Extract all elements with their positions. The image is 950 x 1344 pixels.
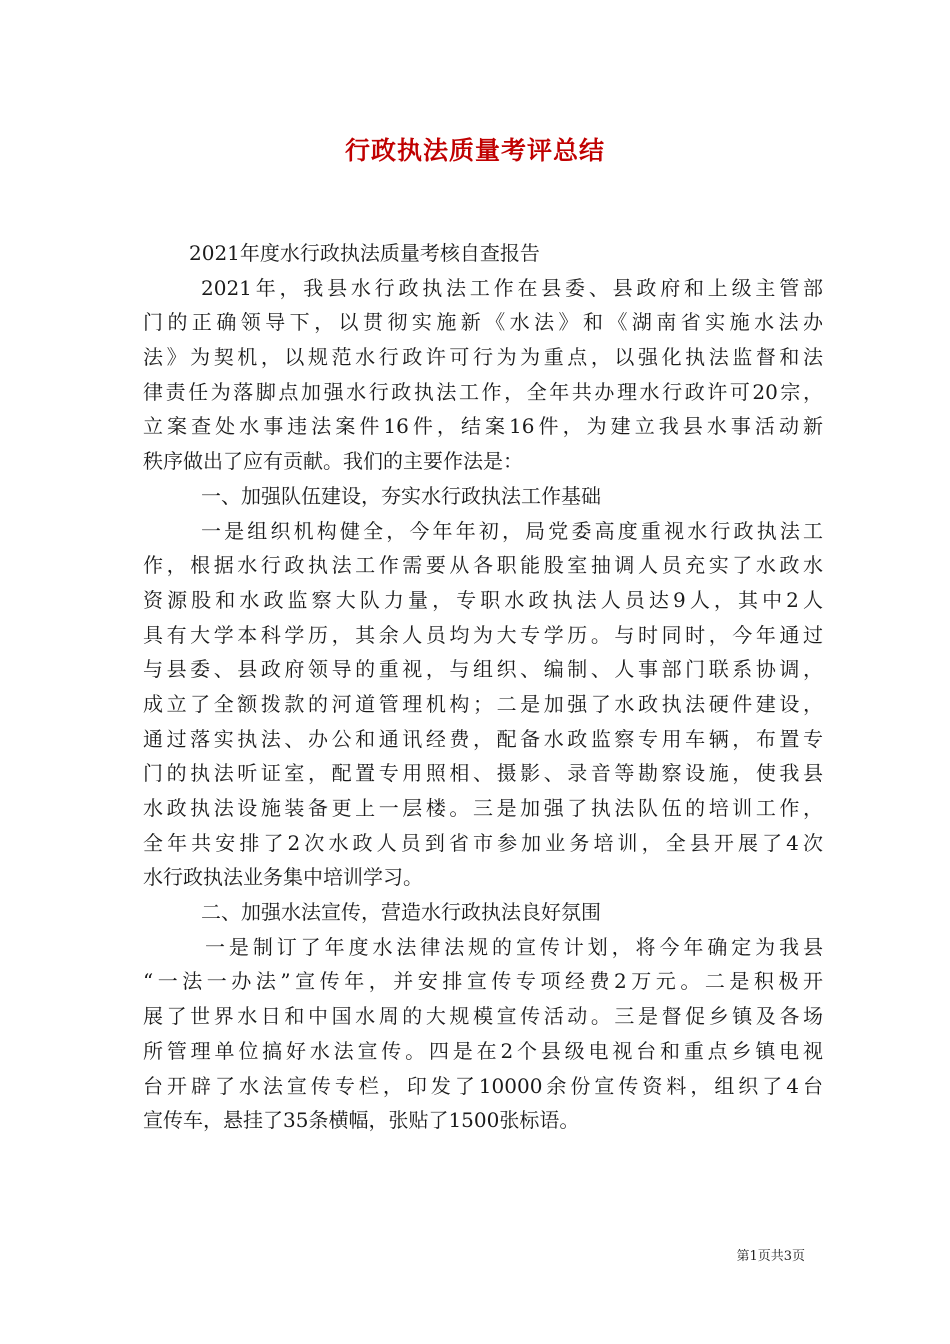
body-line: 水政执法设施装备更上一层楼。三是加强了执法队伍的培训工作， [143, 796, 823, 820]
body-line: 律责任为落脚点加强水行政执法工作，全年共办理水行政许可20宗， [143, 379, 823, 404]
body-line: 门的执法听证室，配置专用照相、摄影、录音等勘察设施，使我县 [143, 761, 823, 786]
page-number-footer: 第1页共3页 [736, 1249, 805, 1264]
body-line: 通过落实执法、办公和通讯经费，配备水政监察专用车辆，布置专 [143, 726, 823, 751]
body-line: 具有大学本科学历，其余人员均为大专学历。与时同时，今年通过 [143, 622, 823, 647]
body-line: 宣传车，悬挂了35条横幅，张贴了1500张标语。 [143, 1108, 580, 1133]
body-line: “一法一办法”宣传年，并安排宣传专项经费2万元。二是积极开 [143, 969, 823, 994]
body-line: 与县委、县政府领导的重视，与组织、编制、人事部门联系协调， [143, 657, 823, 682]
body-line: 立案查处水事违法案件16件，结案16件，为建立我县水事活动新 [143, 414, 823, 439]
body-line: 成立了全额拨款的河道管理机构；二是加强了水政执法硬件建设， [143, 691, 823, 716]
body-line: 门的正确领导下，以贯彻实施新《水法》和《湖南省实施水法办 [143, 310, 823, 335]
body-line: 2021年，我县水行政执法工作在县委、县政府和上级主管部 [201, 275, 823, 300]
body-line: 所管理单位搞好水法宣传。四是在2个县级电视台和重点乡镇电视 [143, 1038, 823, 1063]
body-line: 展了世界水日和中国水周的大规模宣传活动。三是督促乡镇及各场 [143, 1004, 823, 1029]
body-line: 一、加强队伍建设，夯实水行政执法工作基础 [201, 483, 601, 508]
body-line: 一是制订了年度水法律法规的宣传计划，将今年确定为我县 [205, 934, 823, 959]
body-line: 全年共安排了2次水政人员到省市参加业务培训，全县开展了4次 [143, 830, 823, 855]
body-line: 水行政执法业务集中培训学习。 [143, 865, 423, 890]
body-line: 台开辟了水法宣传专栏，印发了10000余份宣传资料，组织了4台 [143, 1073, 823, 1098]
body-line: 作，根据水行政执法工作需要从各职能股室抽调人员充实了水政水 [143, 553, 823, 578]
body-line: 2021年度水行政执法质量考核自查报告 [189, 241, 540, 265]
document-body [143, 236, 823, 1138]
document-title: 行政执法质量考评总结 [344, 136, 605, 165]
body-line: 一是组织机构健全，今年年初，局党委高度重视水行政执法工 [201, 518, 823, 543]
body-line: 资源股和水政监察大队力量，专职水政执法人员达9人，其中2人 [143, 587, 823, 612]
body-line: 法》为契机，以规范水行政许可行为为重点，以强化执法监督和法 [143, 345, 823, 370]
body-line: 二、加强水法宣传，营造水行政执法良好氛围 [201, 900, 601, 925]
body-line: 秩序做出了应有贡献。我们的主要作法是： [143, 449, 523, 474]
